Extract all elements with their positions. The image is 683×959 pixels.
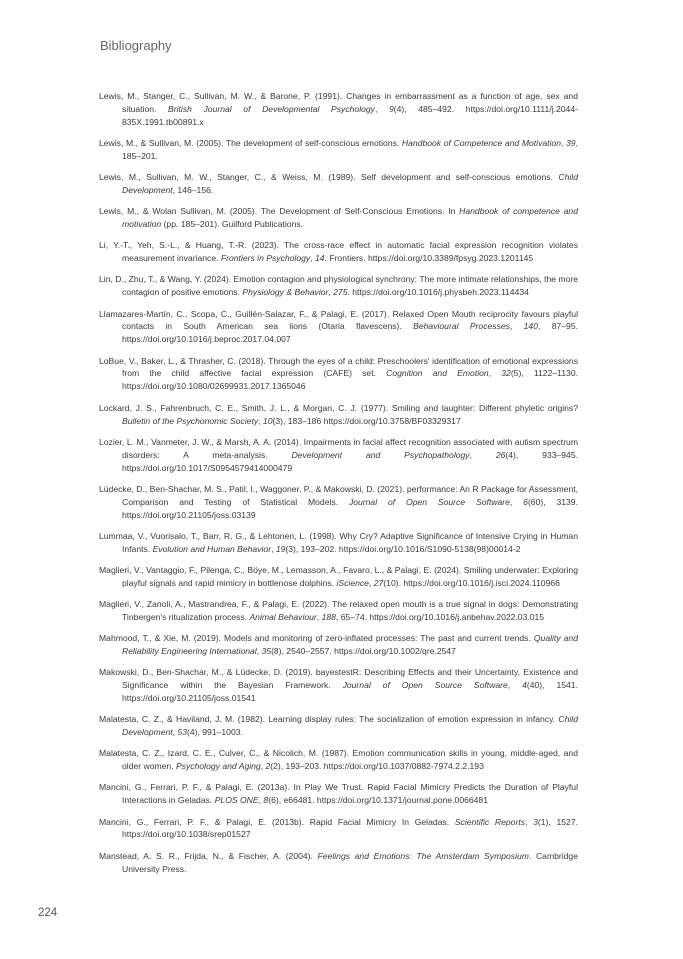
reference-details: . Cambridge University Press.: [122, 850, 578, 874]
reference-source: iScience: [336, 577, 369, 588]
reference-source: Feelings and Emotions: The Amsterdam Symposium: [317, 850, 529, 861]
reference-entry: [99, 90, 578, 129]
reference-separator: ,: [509, 321, 524, 332]
reference-separator: ,: [561, 138, 567, 149]
reference-entry: [99, 781, 578, 807]
reference-entry: [99, 436, 578, 475]
reference-details: (6), e66481. https://doi.org/10.1371/journal.pone.0066481: [268, 795, 488, 806]
reference-separator: ,: [256, 645, 262, 656]
reference-authors-title: Lozier, L. M., Vanmeter, J. W., & Marsh, A. A. (2014). Impairments in facial affect recognition associated with autism spectrum disorders: A meta-analysis.: [99, 436, 578, 460]
reference-separator: ,: [260, 761, 266, 772]
reference-volume: 140: [523, 321, 538, 332]
reference-volume: 32: [501, 368, 511, 379]
reference-separator: ,: [509, 496, 524, 507]
reference-authors-title: Manstead, A. S. R., Frijda, N., & Fischer, A. (2004).: [99, 850, 318, 861]
reference-source: Handbook of Competence and Motivation: [401, 138, 562, 149]
reference-volume: 26: [495, 449, 506, 460]
reference-source: Frontiers in Psychology: [220, 253, 311, 264]
reference-entry: [99, 713, 578, 739]
reference-details: , 65–74. https://doi.org/10.1016/j.anbehav.2022.03.015: [335, 611, 545, 622]
reference-authors-title: Lewis, M., & Sullivan, M. (2005). The development of self-conscious emotions.: [99, 138, 402, 149]
reference-source: British Journal of Developmental Psychology: [168, 103, 375, 114]
reference-details: . Frontiers. https://doi.org/10.3389/fpsyg.2023.1201145: [324, 253, 534, 264]
reference-authors-title: Lewis, M., & Wolan Sullivan, M. (2005). The Development of Self-Conscious Emotions. In: [99, 206, 460, 217]
reference-authors-title: LoBue, V., Baker, L., & Thrasher, C. (2018). Through the eyes of a child: Preschoolers' identification of emotional expressions from the child affective facial expression (CAFE) set.: [99, 355, 578, 379]
reference-entry: [99, 308, 578, 347]
reference-source: Evolution and Human Behavior: [152, 543, 272, 554]
reference-separator: ,: [316, 611, 322, 622]
reference-source: Animal Behaviour: [249, 611, 317, 622]
reference-entry: [99, 564, 578, 590]
reference-separator: ,: [469, 449, 496, 460]
reference-volume: 2: [265, 761, 271, 772]
page-number: 224: [38, 907, 58, 919]
reference-authors-title: Lewis, M., Stanger, C., Sullivan, M. W., & Barone, P. (1991). Changes in embarrassment as a function of age, sex and situation.: [99, 91, 578, 114]
reference-entry: [99, 205, 578, 231]
reference-volume: 35: [261, 645, 272, 656]
reference-authors-title: Lüdecke, D., Ben-Shachar, M. S., Patil, I., Waggoner, P., & Makowski, D. (2021). performance: An R Package for Assessment, Comparison and Testing of Statistical Models.: [99, 483, 578, 507]
reference-authors-title: Malatesta, C. Z., Izard, C. E., Culver, C., & Nicolich, M. (1987). Emotion communication skills in young, middle-aged, and older women.: [99, 748, 578, 772]
reference-source: Cognition and Emotion: [386, 368, 489, 379]
reference-separator: ,: [368, 577, 374, 588]
reference-source: Bulletin of the Psychonomic Society: [122, 415, 259, 426]
reference-source: Psychology and Aging: [175, 761, 261, 772]
reference-volume: 188: [321, 611, 336, 622]
reference-separator: ,: [258, 795, 264, 806]
reference-entry: [99, 850, 578, 876]
reference-separator: ,: [507, 680, 523, 691]
reference-authors-title: Malatesta, C. Z., & Haviland, J. M. (1982). Learning display rules: The socialization of emotion expression in infancy.: [99, 714, 559, 725]
reference-source: Handbook of competence and motivation: [122, 206, 578, 230]
reference-entry: [99, 273, 578, 299]
reference-authors-title: Maglieri, V., Zanoli, A., Mastrandrea, F., & Palagi, E. (2022). The relaxed open mouth is a true signal in dogs: Demonstrating Tinbergen's ritualization process.: [99, 598, 578, 622]
reference-authors-title: Makowski, D., Ben-Shachar, M., & Lüdecke, D. (2019). bayestestR: Describing Effects and their Uncertainty, Existence and Significance within the Bayesian Framework.: [99, 667, 578, 691]
reference-details: (5), 1122–1130. https://doi.org/10.1080/02699931.2017.1365046: [122, 368, 579, 392]
reference-authors-title: Mancini, G., Ferrari, P. F., & Palagi, E. (2013b). Rapid Facial Mimicry In Geladas.: [99, 816, 455, 827]
reference-details: (1), 1527. https://doi.org/10.1038/srep01527: [122, 816, 578, 840]
reference-source: Scientific Reports: [454, 816, 525, 827]
reference-authors-title: Li, Y.-T., Yeh, S.-L., & Huang, T.-R. (2023). The cross-race effect in automatic facial expression recognition violates measurement invariance.: [99, 240, 578, 264]
reference-list: [99, 90, 578, 884]
running-header: Bibliography: [100, 38, 172, 53]
reference-details: (3), 193–202. https://doi.org/10.1016/S1090-5138(98)00014-2: [285, 543, 521, 554]
reference-authors-title: Lummaa, V., Vuorisalo, T., Barr, R. G., & Lehtonen, L. (1998). Why Cry? Adaptive Significance of Intensive Crying in Human Infants.: [99, 530, 578, 554]
reference-entry: [99, 355, 578, 394]
reference-details: (pp. 185–201). Guilford Publications.: [161, 219, 304, 230]
reference-volume: 3: [533, 816, 538, 827]
reference-authors-title: Llamazares-Martín, C., Scopa, C., Guillén-Salazar, F., & Palagi, E. (2017). Relaxed Open Mouth reciprocity favours playful contacts in South American sea lions (Otaria flavescens).: [99, 308, 578, 332]
reference-details: (40), 1541. https://doi.org/10.21105/joss.01541: [122, 680, 578, 703]
reference-source: Journal of Open Source Software: [348, 496, 510, 507]
reference-separator: ,: [488, 368, 502, 379]
reference-details: (2), 193–203. https://doi.org/10.1037/0882-7974.2.2.193: [270, 761, 484, 772]
reference-separator: ,: [374, 103, 389, 114]
reference-entry: [99, 632, 578, 658]
reference-volume: 9: [388, 103, 394, 114]
reference-source: PLOS ONE: [214, 795, 259, 806]
reference-source: Quality and Reliability Engineering International: [122, 633, 578, 656]
reference-details: (8), 2540–2557. https://doi.org/10.1002/qre.2547: [271, 645, 456, 656]
reference-volume: 8: [263, 795, 269, 806]
reference-volume: 39: [566, 138, 576, 149]
reference-authors-title: Lockard, J. S., Fahrenbruch, C. E., Smith, J. L., & Morgan, C. J. (1977). Smiling and laughter: Different phyletic origins?: [99, 402, 578, 413]
reference-volume: 19: [275, 543, 286, 554]
reference-entry: [99, 598, 578, 624]
reference-separator: ,: [310, 253, 315, 264]
reference-details: , 87–95. https://doi.org/10.1016/j.beproc.2017.04.007: [122, 321, 578, 345]
reference-authors-title: Mahmood, T., & Xie, M. (2019). Models and monitoring of zero-inflated processes: The past and current trends.: [99, 633, 534, 644]
reference-volume: 53: [177, 727, 187, 738]
reference-separator: ,: [525, 816, 534, 827]
reference-details: (3), 183–186 https://doi.org/10.3758/BF03329317: [272, 415, 461, 426]
reference-entry: [99, 747, 578, 773]
reference-volume: 27: [373, 577, 384, 588]
reference-details: , 146–156.: [172, 185, 214, 196]
reference-separator: ,: [328, 287, 334, 298]
reference-entry: [99, 530, 578, 556]
reference-entry: [99, 816, 578, 842]
reference-source: Behavioural Processes: [413, 321, 510, 332]
reference-separator: ,: [258, 415, 263, 426]
reference-entry: [99, 483, 578, 522]
reference-source: Child Development: [122, 714, 578, 738]
reference-details: (60), 3139. https://doi.org/10.21105/joss.03139: [122, 496, 578, 520]
reference-details: (10). https://doi.org/10.1016/j.isci.2024.110966: [383, 577, 560, 588]
reference-details: (4), 991–1003.: [186, 727, 243, 738]
reference-entry: [99, 171, 578, 197]
reference-separator: ,: [172, 727, 178, 738]
reference-entry: [99, 137, 578, 163]
reference-authors-title: Lewis, M., Sullivan, M. W., Stanger, C., & Weiss, M. (1989). Self development and self-conscious emotions.: [99, 172, 559, 183]
reference-details: . https://doi.org/10.1016/j.physbeh.2023.114434: [347, 287, 529, 298]
reference-entry: [99, 239, 578, 265]
reference-volume: 275: [333, 287, 348, 298]
reference-source: Physiology & Behavior: [242, 287, 329, 298]
reference-details: (4), 933–945. https://doi.org/10.1017/S0954579414000479: [122, 449, 578, 473]
reference-details: (4), 485–492. https://doi.org/10.1111/j.2044-835X.1991.tb00891.x: [122, 103, 578, 127]
reference-source: Child Development: [122, 172, 578, 196]
reference-authors-title: Mancini, G., Ferrari, P. F., & Palagi, E. (2013a). In Play We Trust. Rapid Facial Mimicry Predicts the Duration of Playful Interactions in Geladas.: [99, 782, 578, 806]
reference-volume: 6: [523, 496, 528, 507]
reference-entry: [99, 666, 578, 705]
reference-volume: 10: [262, 415, 273, 426]
reference-volume: 4: [522, 680, 527, 691]
reference-volume: 14: [314, 253, 325, 264]
reference-authors-title: Lin, D., Zhu, T., & Wang, Y. (2024). Emotion contagion and physiological synchrony: The more intimate relationships, the more contagion of positive emotions.: [99, 274, 578, 298]
reference-separator: ,: [271, 543, 276, 554]
reference-source: Journal of Open Source Software: [342, 680, 508, 691]
reference-details: , 185–201.: [122, 138, 578, 161]
reference-authors-title: Maglieri, V., Vantaggio, F., Pilenga, C., Böye, M., Lemasson, A., Favaro, L., & Palagi, E. (2024). Smiling underwater: Exploring playful signals and rapid mimicry in bottlenose dolphins.: [99, 564, 578, 588]
reference-entry: [99, 402, 578, 428]
reference-source: Development and Psychopathology: [291, 449, 470, 460]
